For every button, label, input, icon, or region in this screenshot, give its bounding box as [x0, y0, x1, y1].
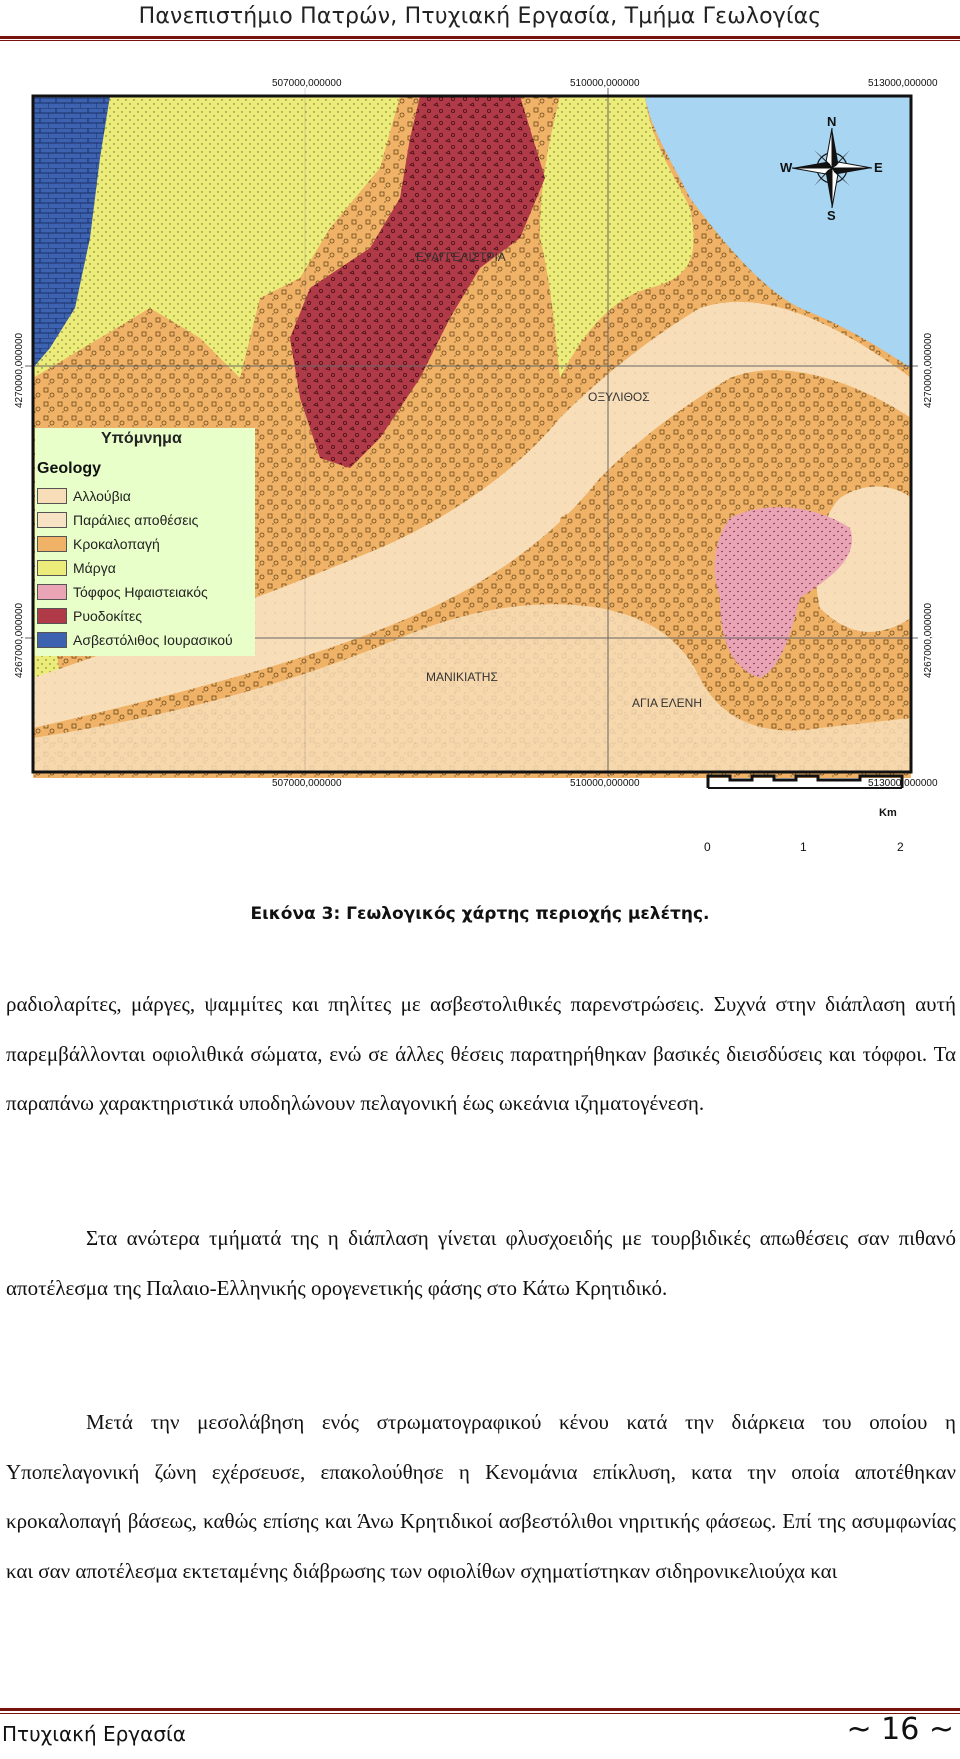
- paragraph-text: Μετά την μεσολάβηση ενός στρωματογραφικού κένου κατά την διάρκεια του οποίου η Υποπελαγονική ζώνη εχέρσευσε, επακολούθησε η Κενομάνια επίκλυση, κατα την οποία αποτέθηκαν κροκαλοπαγή βάσεως, καθώς επίσης και Άνω Κρητιδικοί ασβεστόλιθοι νηριτικής φάσεως. Επί της ασυμφωνίας και σαν αποτέλεσμα εκτεταμένης διάβρωσης των οφιολίθων σχηματίστηκαν σιδηρονικελιούχα και: [6, 1410, 956, 1583]
- legend-label: Ασβεστόλιθος Ιουρασικού: [73, 632, 233, 648]
- coord-top-2: 510000,000000: [570, 78, 640, 89]
- body-paragraph-3: [6, 1398, 956, 1596]
- legend-swatch: [37, 488, 67, 504]
- place-agia-eleni: ΑΓΙΑ ΕΛΕΝΗ: [632, 696, 702, 710]
- legend-label: Ρυοδοκίτες: [73, 608, 142, 624]
- footer-rule-thin: [0, 1713, 960, 1714]
- coord-right-1: 4270000,000000: [923, 332, 934, 408]
- page-number: ~ 16 ~: [846, 1712, 954, 1747]
- legend-item: [37, 486, 255, 508]
- place-oxylithos: ΟΞΥΛΙΘΟΣ: [588, 390, 650, 404]
- scale-tick-2: 2: [897, 840, 904, 854]
- footer-label: Πτυχιακή Εργασία: [2, 1722, 186, 1746]
- legend-label: Κροκαλοπαγή: [73, 536, 160, 552]
- header-rule: [0, 36, 960, 39]
- legend-item: [37, 558, 255, 580]
- legend-swatch: [37, 560, 67, 576]
- paragraph-text: ραδιολαρίτες, μάργες, ψαμμίτες και πηλίτες με ασβεστολιθικές παρενστρώσεις. Συχνά στην διάπλαση αυτή παρεμβάλλονται οφιολιθικά σώματα, ενώ σε άλλες θέσεις παρατηρήθηκαν βασικές διεισδύσεις και τόφφοι. Τα παραπάνω χαρακτηριστικά υποδηλώνουν πελαγονική έως ωκεάνια ιζηματογένεση.: [6, 992, 956, 1115]
- scale-unit: Km: [879, 807, 897, 819]
- legend-title: Υπόμνημα: [101, 430, 182, 447]
- coord-left-2: 4267000,000000: [14, 602, 25, 678]
- body-paragraph-2: [6, 1214, 956, 1313]
- paragraph-text: Στα ανώτερα τμήματά της η διάπλαση γίνεται φλυσχοειδής με τουρβιδικές απωθέσεις σαν πιθανό αποτέλεσμα της Παλαιο-Ελληνικής ορογενετικής φάσης στο Κάτω Κρητιδικό.: [6, 1226, 956, 1300]
- compass-south: S: [827, 208, 836, 223]
- compass-east: E: [874, 160, 883, 175]
- legend-item: [37, 534, 255, 556]
- scale-tick-1: 1: [800, 840, 807, 854]
- coord-right-2: 4267000,000000: [923, 602, 934, 678]
- coord-bottom-1: 507000,000000: [272, 778, 342, 789]
- header-rule-thin: [0, 40, 960, 41]
- coord-top-1: 507000,000000: [272, 78, 342, 89]
- legend-item: [37, 630, 255, 652]
- legend-subtitle: Geology: [37, 460, 102, 477]
- legend-item: [37, 606, 255, 628]
- legend-item: [37, 510, 255, 532]
- legend-swatch: [37, 584, 67, 600]
- coord-top-3: 513000,000000: [868, 78, 938, 89]
- legend-item: [37, 582, 255, 604]
- figure-caption: Εικόνα 3: Γεωλογικός χάρτης περιοχής μελέτης.: [250, 904, 710, 924]
- legend-label: Αλλούβια: [73, 488, 131, 504]
- page-header: [0, 0, 960, 40]
- header-title: Πανεπιστήμιο Πατρών, Πτυχιακή Εργασία, Τμήμα Γεωλογίας: [138, 4, 822, 29]
- compass-west: W: [780, 160, 793, 175]
- place-manikiatis: ΜΑΝΙΚΙΑΤΗΣ: [426, 670, 498, 684]
- body-paragraph-1: [6, 980, 956, 1129]
- place-evaggelistria: ΕΥΑΓΓΕΛΙΣΤΡΙΑ: [416, 250, 506, 264]
- legend-swatch: [37, 608, 67, 624]
- geological-map: [0, 78, 960, 888]
- scale-tick-0: 0: [704, 840, 711, 854]
- legend-swatch: [37, 536, 67, 552]
- legend-swatch: [37, 512, 67, 528]
- coord-left-1: 4270000,000000: [14, 332, 25, 408]
- coord-bottom-2: 510000,000000: [570, 778, 640, 789]
- compass-north: N: [827, 114, 837, 129]
- coord-bottom-3: 513000,000000: [868, 778, 938, 789]
- footer-rule: [0, 1708, 960, 1711]
- legend-label: Μάργα: [73, 560, 116, 576]
- legend-swatch: [37, 632, 67, 648]
- legend-label: Παράλιες αποθέσεις: [73, 512, 199, 528]
- map-legend: [35, 428, 255, 656]
- legend-label: Τόφφος Ηφαιστειακός: [73, 584, 208, 600]
